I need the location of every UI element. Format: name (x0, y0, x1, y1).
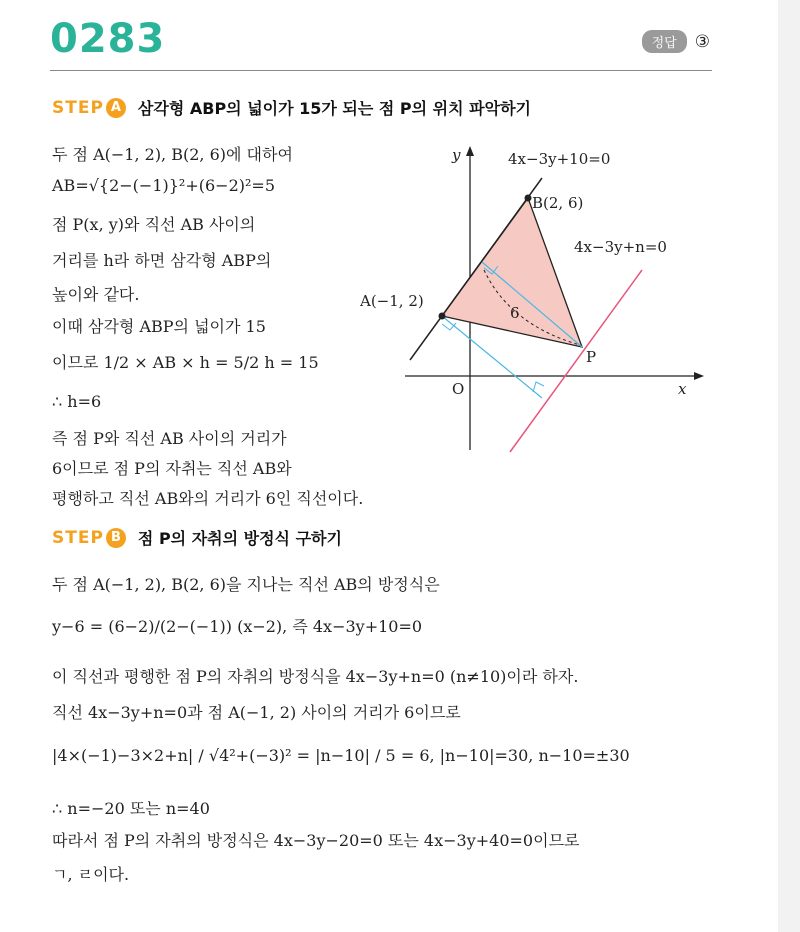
step-a-line-3: 점 P(x, y)와 직선 AB 사이의 (52, 215, 256, 234)
step-a-label: STEP (52, 97, 104, 118)
coordinate-graph (360, 140, 720, 460)
step-b-line-1: 두 점 A(−1, 2), B(2, 6)을 지나는 직선 AB의 방정식은 (52, 575, 440, 594)
answer-value: ③ (694, 31, 710, 52)
step-a-line-11: 평행하고 직선 AB와의 거리가 6인 직선이다. (52, 489, 364, 508)
step-a-line-8: ∴ h=6 (52, 392, 102, 411)
step-b-label: STEP (52, 527, 104, 548)
step-b-line-2: y−6 = (6−2)/(2−(−1)) (x−2), 즉 4x−3y+10=0 (52, 617, 423, 636)
point-b (525, 195, 532, 202)
step-a-line-5: 높이와 같다. (52, 285, 140, 304)
step-b-letter: B (106, 528, 126, 548)
origin-label: O (452, 380, 465, 398)
step-b-line-6: ∴ n=−20 또는 n=40 (52, 799, 210, 818)
step-a-line-1: 두 점 A(−1, 2), B(2, 6)에 대하여 (52, 145, 293, 164)
step-a-line-6: 이때 삼각형 ABP의 넓이가 15 (52, 317, 266, 336)
line-ab-label: 4x−3y+10=0 (508, 150, 611, 168)
header-divider (50, 70, 712, 71)
right-angle-mark-locus (533, 382, 544, 392)
step-a-line-2: AB=√{2−(−1)}²+(6−2)²=5 (52, 176, 275, 195)
step-a-line-7: 이므로 1/2 × AB × h = 5/2 h = 15 (52, 353, 319, 372)
step-b-line-8: ㄱ, ㄹ이다. (52, 865, 130, 884)
step-a-heading (52, 96, 531, 119)
problem-number: 0283 (50, 16, 166, 62)
point-b-label: B(2, 6) (532, 194, 584, 212)
distance-label: 6 (510, 304, 520, 322)
step-a-title: 삼각형 ABP의 넓이가 15가 되는 점 P의 위치 파악하기 (137, 99, 531, 118)
page-edge (778, 0, 800, 932)
step-b-line-4: 직선 4x−3y+n=0과 점 A(−1, 2) 사이의 거리가 6이므로 (52, 703, 461, 722)
point-a (439, 313, 446, 320)
y-axis-label: y (452, 146, 461, 164)
step-b-line-3: 이 직선과 평행한 점 P의 자취의 방정식을 4x−3y+n=0 (n≠10)이라 하자. (52, 667, 579, 686)
answer-tag: 정답 (642, 30, 687, 53)
locus-line-label: 4x−3y+n=0 (574, 238, 667, 256)
point-p-label: P (586, 348, 597, 366)
x-axis-label: x (678, 380, 687, 398)
y-axis-arrow (466, 146, 474, 156)
x-axis-arrow (694, 372, 704, 380)
step-a-line-10: 6이므로 점 P의 자취는 직선 AB와 (52, 459, 292, 478)
step-a-line-4: 거리를 h라 하면 삼각형 ABP의 (52, 251, 272, 270)
step-a-line-9: 즉 점 P와 직선 AB 사이의 거리가 (52, 429, 287, 448)
step-b-line-7: 따라서 점 P의 자취의 방정식은 4x−3y−20=0 또는 4x−3y+40=0이므로 (52, 831, 580, 850)
step-b-heading (52, 526, 342, 549)
step-b-title: 점 P의 자취의 방정식 구하기 (137, 529, 342, 548)
answer-box (642, 30, 710, 53)
step-b-line-5: |4×(−1)−3×2+n| / √4²+(−3)² = |n−10| / 5 = 6, |n−10|=30, n−10=±30 (52, 746, 630, 765)
point-a-label: A(−1, 2) (360, 292, 424, 310)
step-a-letter: A (106, 98, 126, 118)
